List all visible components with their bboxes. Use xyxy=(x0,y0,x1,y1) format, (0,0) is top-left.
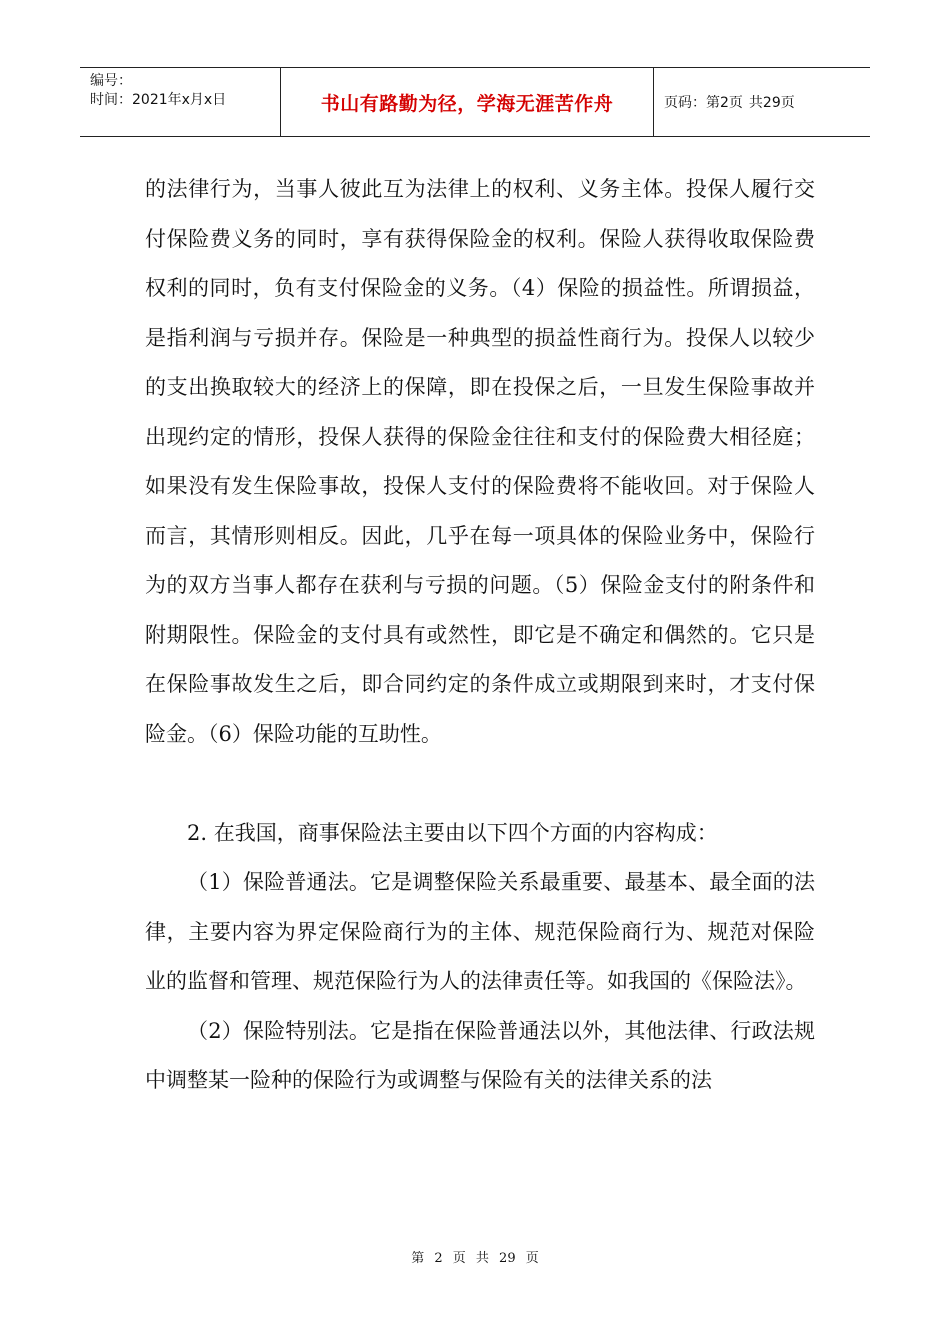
header-total-pages: 共29页 xyxy=(748,95,795,111)
header-page-code: 页码：第2页 xyxy=(664,95,743,111)
header-page-info xyxy=(654,68,870,136)
header-motto: 书山有路勤为径，学海无涯苦作舟 xyxy=(320,92,614,115)
document-number-label: 编号： xyxy=(90,73,132,89)
document-body xyxy=(145,165,815,1106)
document-time-label: 时间：2021年x月x日 xyxy=(90,92,227,108)
body-paragraph-4: （2）保险特别法。它是指在保险普通法以外，其他法律、行政法规中调整某一险种的保险行为或调整与保险有关的法律关系的法 xyxy=(145,1018,815,1092)
header-motto-cell xyxy=(281,68,654,136)
body-paragraph-3: （1）保险普通法。它是调整保险关系最重要、最基本、最全面的法律，主要内容为界定保险商行为的主体、规范保险商行为、规范对保险业的监督和管理、规范保险行为人的法律责任等。如我国的《保险法》。 xyxy=(145,870,815,993)
page-footer: 第 2 页 共 29 页 xyxy=(411,1251,539,1266)
body-paragraph-2: 2. 在我国，商事保险法主要由以下四个方面的内容构成： xyxy=(187,820,718,845)
page-header xyxy=(80,67,870,137)
body-paragraph-1: 的法律行为，当事人彼此互为法律上的权利、义务主体。投保人履行交付保险费义务的同时，享有获得保险金的权利。保险人获得收取保险费权利的同时，负有支付保险金的义务。（4）保险的损益性。所谓损益，是指利润与亏损并存。保险是一种典型的损益性商行为。投保人以较少的支出换取较大的经济上的保障，即在投保之后，一旦发生保险事故并出现约定的情形，投保人获得的保险金往往和支付的保险费大相径庭；如果没有发生保险事故，投保人支付的保险费将不能收回。对于保险人而言，其情形则相反。因此，几乎在每一项具体的保险业务中，保险行为的双方当事人都存在获利与亏损的问题。（5）保险金支付的附条件和附期限性。保险金的支付具有或然性，即它是不确定和偶然的。它只是在保险事故发生之后，即合同约定的条件成立或期限到来时，才支付保险金。（6）保险功能的互助性。 xyxy=(145,177,815,746)
header-meta xyxy=(80,68,281,136)
